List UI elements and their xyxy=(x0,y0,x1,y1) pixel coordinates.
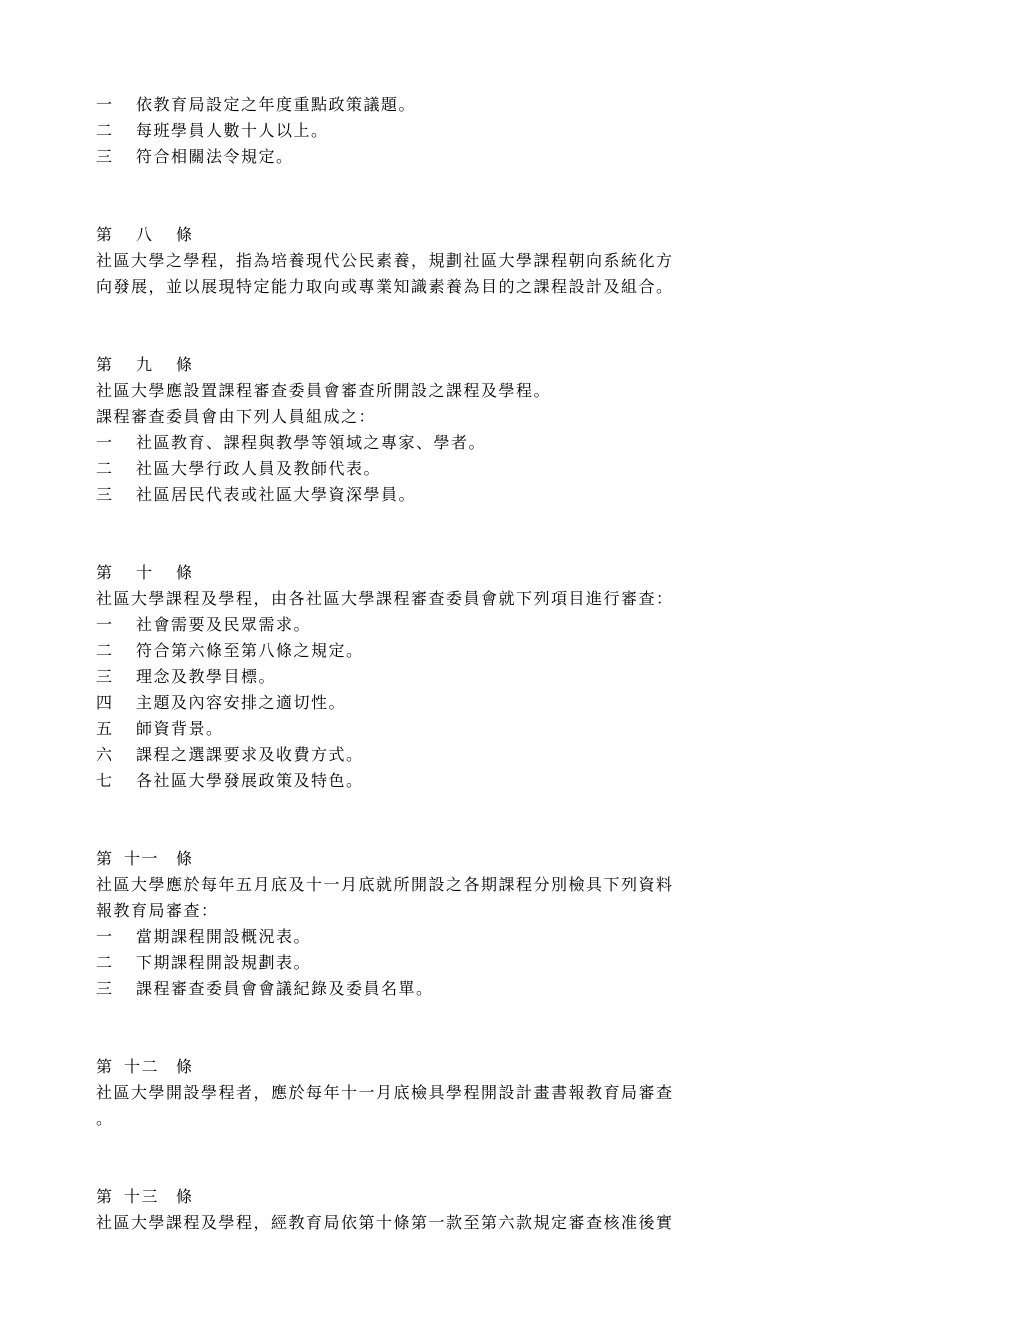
list-item: 二 每班學員人數十人以上。 xyxy=(96,121,329,140)
list-item: 一 社區教育、課程與教學等領域之專家、學者。 xyxy=(96,433,487,452)
paragraph-line: 社區大學課程及學程，經教育局依第十條第一款至第六款規定審查核准後實 xyxy=(96,1213,674,1232)
article-heading: 第 九 條 xyxy=(96,355,194,374)
list-item: 六 課程之選課要求及收費方式。 xyxy=(96,745,364,764)
list-item: 五 師資背景。 xyxy=(96,719,224,738)
paragraph-line: 報教育局審查： xyxy=(96,901,219,920)
paragraph-line: 課程審查委員會由下列人員組成之： xyxy=(96,407,377,426)
list-item: 一 社會需要及民眾需求。 xyxy=(96,615,312,634)
paragraph-line: 社區大學課程及學程，由各社區大學課程審查委員會就下列項目進行審查： xyxy=(96,589,674,608)
list-item: 一 依教育局設定之年度重點政策議題。 xyxy=(96,95,417,114)
article-heading: 第 十三 條 xyxy=(96,1187,194,1206)
paragraph-line: 向發展，並以展現特定能力取向或專業知識素養為目的之課程設計及組合。 xyxy=(96,277,674,296)
list-item: 三 理念及教學目標。 xyxy=(96,667,277,686)
article-8 xyxy=(96,222,776,300)
article-11 xyxy=(96,846,776,1002)
article-heading: 第 十一 條 xyxy=(96,849,194,868)
list-item: 一 當期課程開設概況表。 xyxy=(96,927,312,946)
article-heading: 第 十二 條 xyxy=(96,1057,194,1076)
paragraph-line: 。 xyxy=(96,1109,114,1128)
article-9 xyxy=(96,352,776,508)
list-item: 二 下期課程開設規劃表。 xyxy=(96,953,312,972)
list-top xyxy=(96,92,776,170)
paragraph-line: 社區大學開設學程者，應於每年十一月底檢具學程開設計畫書報教育局審查 xyxy=(96,1083,674,1102)
article-10 xyxy=(96,560,776,794)
paragraph-line: 社區大學之學程，指為培養現代公民素養，規劃社區大學課程朝向系統化方 xyxy=(96,251,674,270)
article-13 xyxy=(96,1184,776,1236)
article-heading: 第 十 條 xyxy=(96,563,194,582)
list-item: 七 各社區大學發展政策及特色。 xyxy=(96,771,364,790)
list-item: 三 社區居民代表或社區大學資深學員。 xyxy=(96,485,417,504)
list-item: 三 課程審查委員會會議紀錄及委員名單。 xyxy=(96,979,434,998)
list-item: 四 主題及內容安排之適切性。 xyxy=(96,693,347,712)
list-item: 三 符合相關法令規定。 xyxy=(96,147,294,166)
list-item: 二 社區大學行政人員及教師代表。 xyxy=(96,459,382,478)
list-item: 二 符合第六條至第八條之規定。 xyxy=(96,641,364,660)
paragraph-line: 社區大學應設置課程審查委員會審查所開設之課程及學程。 xyxy=(96,381,552,400)
article-heading: 第 八 條 xyxy=(96,225,194,244)
article-12 xyxy=(96,1054,776,1132)
paragraph-line: 社區大學應於每年五月底及十一月底就所開設之各期課程分別檢具下列資料 xyxy=(96,875,674,894)
document-page xyxy=(96,92,776,1236)
